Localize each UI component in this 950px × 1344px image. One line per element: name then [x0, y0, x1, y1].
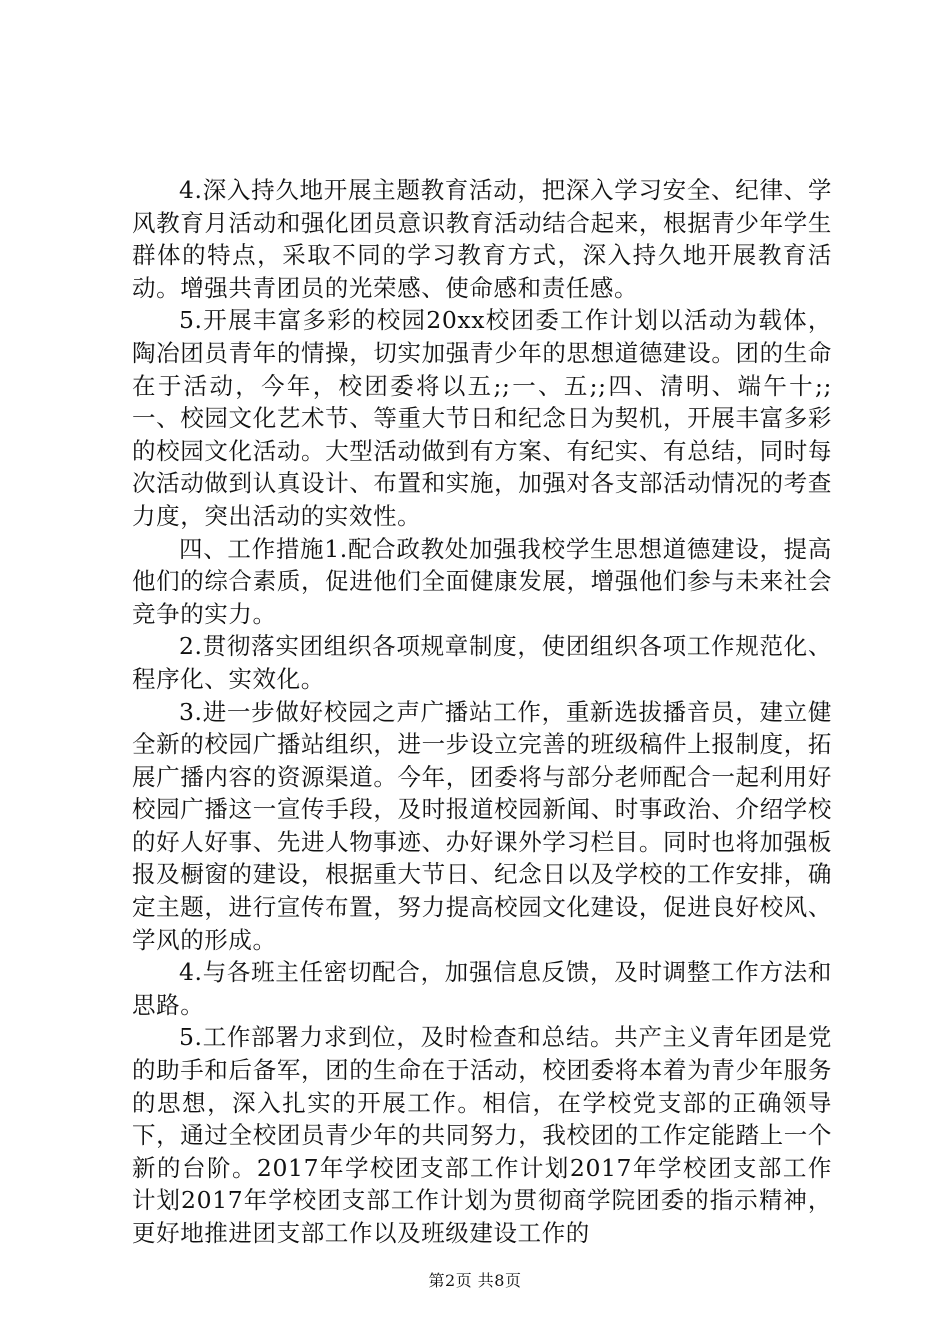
paragraph-7: 5.工作部署力求到位，及时检查和总结。共产主义青年团是党的助手和后备军，团的生命在于活动，校团委将本着为青少年服务的思想，深入扎实的开展工作。相信，在学校党支部的正确领导下，通过全校团员青少年的共同努力，我校团的工作定能踏上一个新的台阶。2017年学校团支部工作计划2017年学校团支部工作计划2017年学校团支部工作计划为贯彻商学院团委的指示精神，更好地推进团支部工作以及班级建设工作的 — [132, 1023, 832, 1247]
paragraph-6: 4.与各班主任密切配合，加强信息反馈，及时调整工作方法和思路。 — [132, 958, 832, 1019]
paragraph-5: 3.进一步做好校园之声广播站工作，重新选拔播音员，建立健全新的校园广播站组织，进一步设立完善的班级稿件上报制度，拓展广播内容的资源渠道。今年，团委将与部分老师配合一起利用好校园广播这一宣传手段，及时报道校园新闻、时事政治、介绍学校的好人好事、先进人物事迹、办好课外学习栏目。同时也将加强板报及橱窗的建设，根据重大节日、纪念日以及学校的工作安排，确定主题，进行宣传布置，努力提高校园文化建设，促进良好校风、学风的形成。 — [132, 697, 832, 954]
paragraph-4: 2.贯彻落实团组织各项规章制度，使团组织各项工作规范化、程序化、实效化。 — [132, 632, 832, 693]
page-footer — [0, 1271, 950, 1291]
paragraph-3: 四、工作措施1.配合政教处加强我校学生思想道德建设，提高他们的综合素质，促进他们全面健康发展，增强他们参与未来社会竞争的实力。 — [132, 534, 832, 628]
document-body — [132, 174, 832, 1250]
page-number-indicator: 第2页 共8页 — [428, 1271, 522, 1290]
paragraph-1: 4.深入持久地开展主题教育活动，把深入学习安全、纪律、学风教育月活动和强化团员意识教育活动结合起来，根据青少年学生群体的特点，采取不同的学习教育方式，深入持久地开展教育活动。增强共青团员的光荣感、使命感和责任感。 — [132, 176, 832, 302]
paragraph-2: 5.开展丰富多彩的校园20xx校团委工作计划以活动为载体，陶冶团员青年的情操，切实加强青少年的思想道德建设。团的生命在于活动，今年，校团委将以五;;一、五;;四、清明、端午十;;一、校园文化艺术节、等重大节日和纪念日为契机，开展丰富多彩的校园文化活动。大型活动做到有方案、有纪实、有总结，同时每次活动做到认真设计、布置和实施，加强对各支部活动情况的考查力度，突出活动的实效性。 — [132, 306, 832, 530]
